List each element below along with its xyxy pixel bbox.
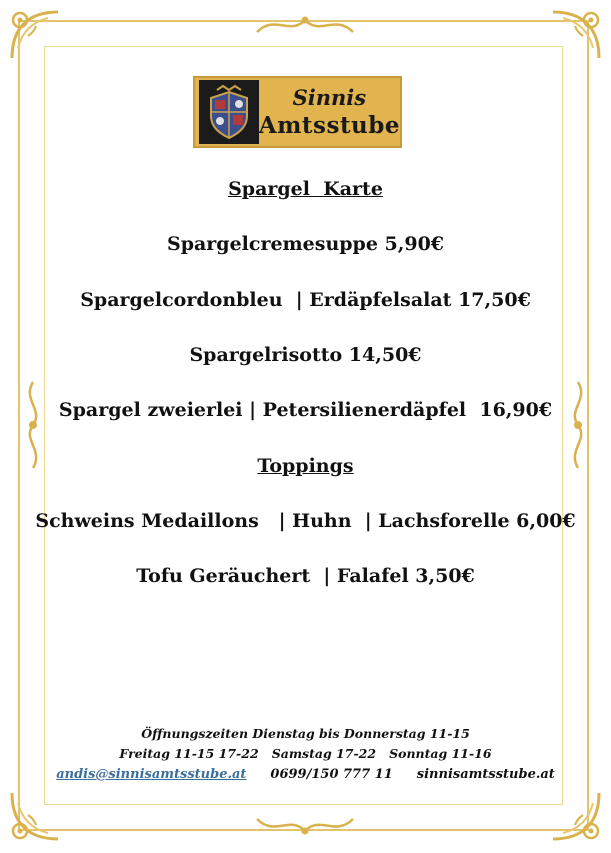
contact-row [0,767,611,782]
topping-item: Schweins Medaillons | Huhn | Lachsforelle 6,00€ [35,510,576,532]
menu-title: Spargel Karte [228,178,383,200]
corner-ornament-icon [549,789,603,843]
email-link[interactable]: andis@sinnisamtsstube.at [56,767,247,782]
menu-item: Spargelrisotto 14,50€ [189,344,422,366]
corner-ornament-icon [8,8,62,62]
restaurant-logo [193,76,402,148]
corner-ornament-icon [8,789,62,843]
menu-item: Spargel zweierlei | Petersilienerdäpfel 16,90€ [58,399,553,421]
logo-wordmark [259,84,400,140]
coat-of-arms-icon [199,80,259,144]
phone-number: 0699/150 777 11 [270,767,393,782]
bottom-ornament-icon [255,813,355,839]
corner-ornament-icon [549,8,603,62]
menu-item: Spargelcremesuppe 5,90€ [166,233,445,255]
opening-hours-line-2: Freitag 11-15 17-22 Samstag 17-22 Sonntag 11-16 [119,746,492,761]
decorative-frame-inner [44,46,563,805]
website: sinnisamtsstube.at [416,767,555,782]
menu-item: Spargelcordonbleu | Erdäpfelsalat 17,50€ [80,289,531,311]
top-ornament-icon [255,12,355,38]
topping-item: Tofu Geräuchert | Falafel 3,50€ [136,565,475,587]
opening-hours-line-1: Öffnungszeiten Dienstag bis Donnerstag 11-15 [141,726,470,741]
logo-line-2: Amtsstube [258,112,400,139]
logo-line-1: Sinnis [292,85,367,110]
toppings-title: Toppings [257,455,354,477]
